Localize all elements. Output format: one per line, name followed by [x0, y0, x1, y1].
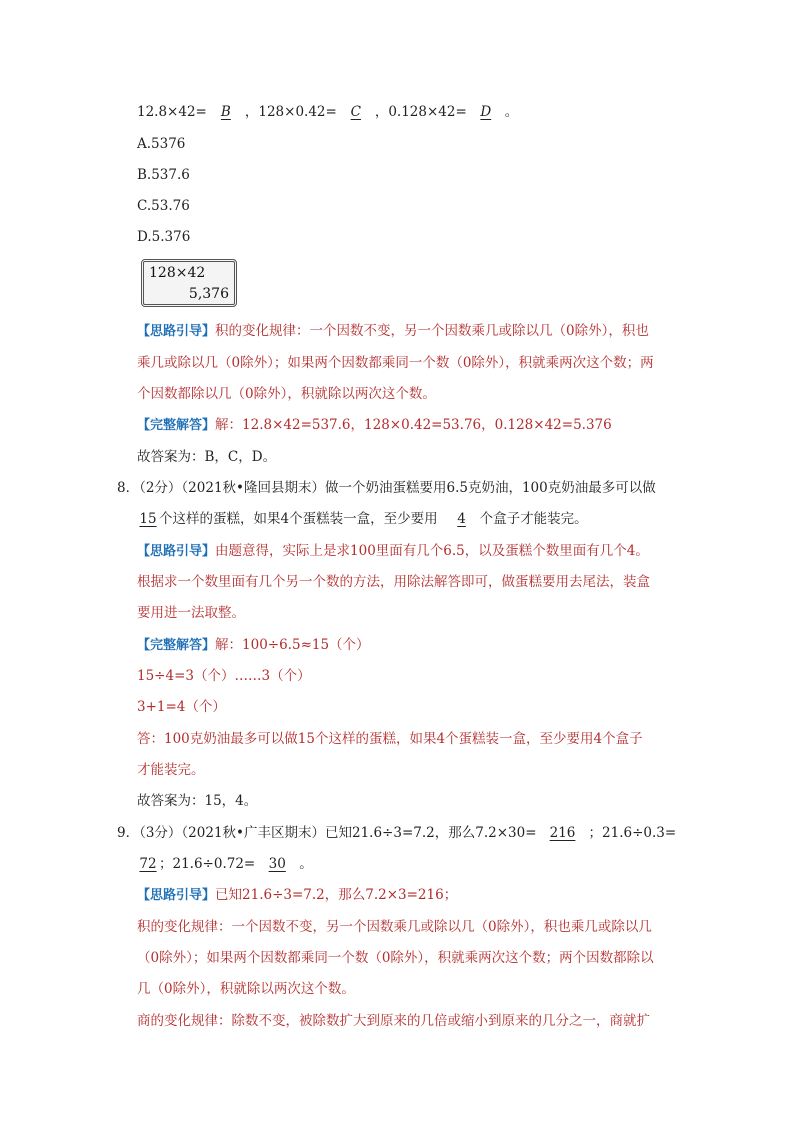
q7-guide-line-1: [137, 321, 649, 342]
q8-answer-2: 4: [457, 511, 466, 527]
q9-answer-3: 30: [268, 856, 286, 872]
q8-final-answer: 故答案为：15，4。: [137, 793, 258, 809]
q8-answer-line-2: 15÷4=3（个）……3（个）: [137, 668, 311, 684]
q8-stem-line-1: 8．（2分）（2021秋•隆回县期末）做一个奶油蛋糕要用6.5克奶油，100克奶油最多可以做: [117, 480, 656, 496]
q7-option-d: D.5.376: [137, 229, 191, 245]
calculator-expression: 128×42: [149, 265, 206, 281]
q9-guide-label: 【思路引导】: [137, 888, 216, 903]
q7-guide-line-2: 乘几或除以几（0除外）；如果两个因数都乘同一个数（0除外），积就乘两次这个数；两: [137, 355, 654, 371]
q7-guide-line-3: 个因数都除以几（0除外），积就除以两次这个数。: [137, 386, 436, 402]
q9-guide-line-2: 积的变化规律：一个因数不变，另一个因数乘几或除以几（0除外），积也乘几或除以几: [137, 919, 652, 935]
q7-answer-c: C: [350, 104, 361, 120]
q8-answer-1: 15: [139, 511, 157, 527]
q7-option-b: B.537.6: [137, 167, 190, 183]
q8-answer-line-5: 才能装完。: [137, 762, 205, 778]
q7-answer-d: D: [480, 104, 492, 120]
q7-expr-2: ，128×0.42=: [244, 104, 337, 120]
q8-guide-text-1: 由题意得，实际上是求100里面有几个6.5，以及蛋糕个数里面有几个4。: [215, 543, 649, 559]
q8-stem-text-2b: 个盒子才能装完。: [479, 511, 588, 527]
q9-answer-2: 72: [139, 856, 157, 872]
q8-guide-label: 【思路引导】: [137, 544, 216, 559]
q8-stem-text-2a: 个这样的蛋糕，如果4个蛋糕装一盒，至少要用: [159, 511, 438, 527]
q9-stem-line-2: [137, 854, 313, 874]
q8-answer-label: 【完整解答】: [137, 638, 216, 653]
calculator-display: [141, 259, 237, 307]
q9-stem-text-2b: 。: [299, 856, 313, 872]
q7-option-a: A.5376: [137, 136, 186, 152]
q9-guide-line-3: （0除外）；如果两个因数都乘同一个数（0除外），积就乘两次这个数；两个因数都除以: [137, 950, 654, 966]
q7-fill-line: [137, 102, 518, 122]
q7-option-c: C.53.76: [137, 198, 190, 214]
q7-guide-label: 【思路引导】: [137, 324, 216, 339]
q8-guide-line-2: 根据求一个数里面有几个另一个数的方法，用除法解答即可，做蛋糕要用去尾法，装盒: [137, 574, 650, 590]
q7-answer-b: B: [220, 104, 231, 120]
q7-answer-text-1: 解：12.8×42=537.6，128×0.42=53.76，0.128×42=5.376: [215, 417, 612, 433]
q9-guide-line-4: 几（0除外），积就除以两次这个数。: [137, 981, 355, 997]
q9-stem-line-1: [117, 823, 676, 843]
q8-guide-line-3: 要用进一法取整。: [137, 605, 245, 621]
q9-stem-text-1a: 9．（3分）（2021秋•广丰区期末）已知21.6÷3=7.2，那么7.2×30=: [117, 825, 537, 841]
calculator-result: 5,376: [188, 286, 229, 302]
q9-guide-line-5: 商的变化规律：除数不变，被除数扩大到原来的几倍或缩小到原来的几分之一，商就扩: [137, 1013, 650, 1029]
q8-stem-line-2: [137, 509, 588, 529]
q9-stem-text-1b: ；21.6÷0.3=: [588, 825, 677, 841]
q7-end: 。: [504, 104, 519, 120]
q8-answer-line-4: 答：100克奶油最多可以做15个这样的蛋糕，如果4个蛋糕装一盒，至少要用4个盒子: [137, 731, 643, 747]
q7-answer-line-1: [137, 415, 612, 436]
q9-stem-text-2a: ；21.6÷0.72=: [159, 856, 256, 872]
q9-guide-text-1: 已知21.6÷3=7.2，那么7.2×3=216；: [215, 887, 458, 903]
q7-expr-1: 12.8×42=: [137, 104, 207, 120]
q8-answer-line-1: [137, 635, 370, 656]
q7-answer-label: 【完整解答】: [137, 418, 216, 433]
q7-expr-3: ，0.128×42=: [374, 104, 467, 120]
q8-answer-line-3: 3+1=4（个）: [137, 699, 226, 715]
q8-answer-text-1: 解：100÷6.5≈15（个）: [215, 637, 370, 653]
q9-answer-1: 216: [549, 825, 576, 841]
q8-guide-line-1: [137, 541, 649, 562]
q7-guide-text-1: 积的变化规律：一个因数不变，另一个因数乘几或除以几（0除外），积也: [215, 323, 649, 339]
q7-final-answer: 故答案为：B，C，D。: [137, 449, 277, 465]
q9-guide-line-1: [137, 885, 457, 906]
